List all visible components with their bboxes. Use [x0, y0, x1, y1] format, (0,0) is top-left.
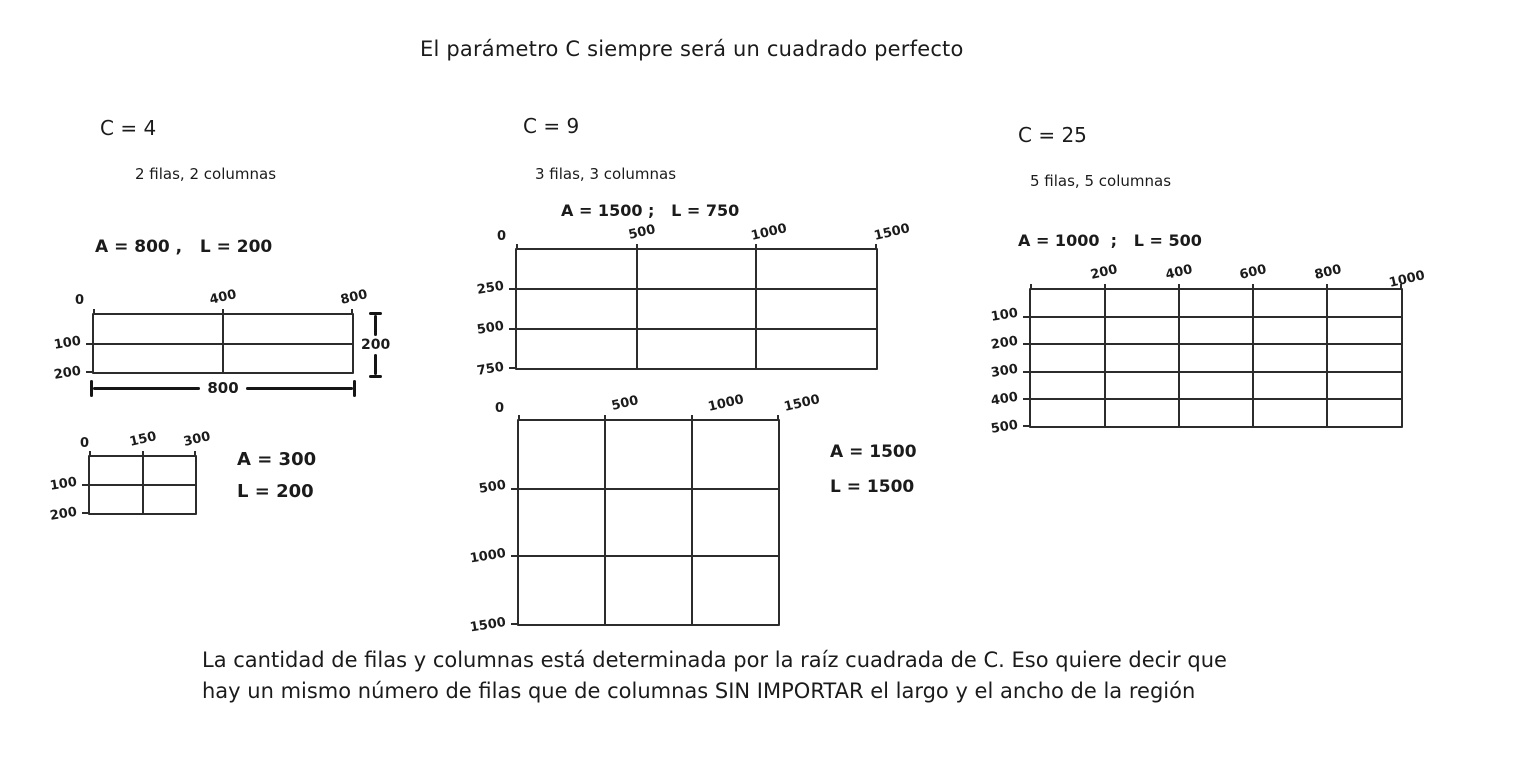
grid-c9-flat [475, 221, 912, 379]
tick-label: 0 [75, 293, 85, 308]
width-dimension-c4 [90, 377, 356, 399]
tick-label: 1000 [749, 221, 789, 244]
area-label-c4: A = 300 [237, 449, 317, 470]
dim-line [93, 387, 200, 390]
grid-c4-main [52, 287, 369, 383]
tick-label: 400 [989, 389, 1020, 409]
heading-c4: C = 4 [100, 116, 157, 140]
grid-c9-flat-lines [515, 248, 878, 370]
tick-label: 1500 [872, 221, 912, 244]
grid-c25 [989, 262, 1427, 437]
params-c4: A = 800 , L = 200 [95, 237, 273, 257]
tick-label: 0 [80, 436, 90, 451]
tick-label: 250 [475, 278, 506, 298]
tick-label: 400 [1163, 262, 1194, 283]
tick-label: 100 [989, 305, 1020, 325]
tick-label: 1000 [707, 392, 746, 415]
tick-label: 200 [52, 363, 83, 383]
length-label-c4: L = 200 [237, 481, 314, 502]
tick-label: 800 [339, 287, 369, 308]
grid-c4-small-lines [88, 455, 197, 515]
tick-label: 100 [48, 474, 79, 494]
tick-label: 300 [182, 429, 212, 450]
footer-line-2: hay un mismo número de filas que de columnas SIN IMPORTAR el largo y el ancho de la región [202, 679, 1196, 703]
tick-label: 0 [497, 229, 507, 244]
tick-label: 500 [627, 222, 657, 243]
dim-line [246, 387, 353, 390]
tick-label: 500 [477, 477, 508, 497]
tick-label: 1500 [782, 392, 822, 415]
tick-label: 0 [495, 401, 505, 416]
tick-label: 100 [52, 333, 83, 353]
subheading-c4: 2 filas, 2 columnas [135, 165, 277, 183]
tick-label: 500 [609, 393, 640, 414]
footer-line-1: La cantidad de filas y columnas está determinada por la raíz cuadrada de C. Eso quiere decir que [202, 648, 1227, 672]
height-dimension-c4 [361, 312, 390, 378]
params-c9: A = 1500 ; L = 750 [561, 201, 740, 220]
tick-label: 200 [48, 504, 79, 524]
subheading-c9: 3 filas, 3 columnas [535, 165, 677, 183]
length-label-c9: L = 1500 [830, 477, 915, 497]
tick-label: 1000 [1387, 268, 1427, 291]
tick-label: 500 [989, 417, 1020, 437]
grid-c25-lines [1029, 288, 1403, 428]
heading-c9: C = 9 [523, 114, 580, 138]
dim-cap [369, 375, 382, 378]
tick-label: 1000 [468, 546, 507, 567]
page-title: El parámetro C siempre será un cuadrado perfecto [420, 37, 964, 61]
area-label-c9: A = 1500 [830, 442, 917, 462]
params-c25: A = 1000 ; L = 500 [1018, 231, 1202, 250]
dim-cap [353, 380, 356, 397]
dim-label: 800 [207, 379, 239, 397]
tick-label: 750 [475, 359, 506, 379]
dim-stem [374, 354, 377, 375]
heading-c25: C = 25 [1018, 123, 1087, 147]
dim-label: 200 [361, 337, 391, 353]
tick-label: 600 [1238, 262, 1269, 283]
tick-label: 200 [989, 333, 1020, 353]
tick-label: 400 [208, 287, 238, 308]
tick-label: 800 [1313, 262, 1344, 283]
grid-c9-square-lines [517, 419, 780, 626]
dim-stem [374, 315, 377, 336]
tick-label: 200 [1088, 262, 1119, 283]
grid-c9-square [468, 392, 822, 636]
tick-label: 150 [127, 429, 158, 450]
subheading-c25: 5 filas, 5 columnas [1030, 172, 1172, 190]
grid-c4-main-lines [92, 313, 354, 374]
tick-label: 1500 [468, 615, 507, 636]
grid-c4-small [48, 429, 212, 524]
tick-label: 300 [989, 361, 1020, 381]
tick-label: 500 [475, 319, 506, 339]
